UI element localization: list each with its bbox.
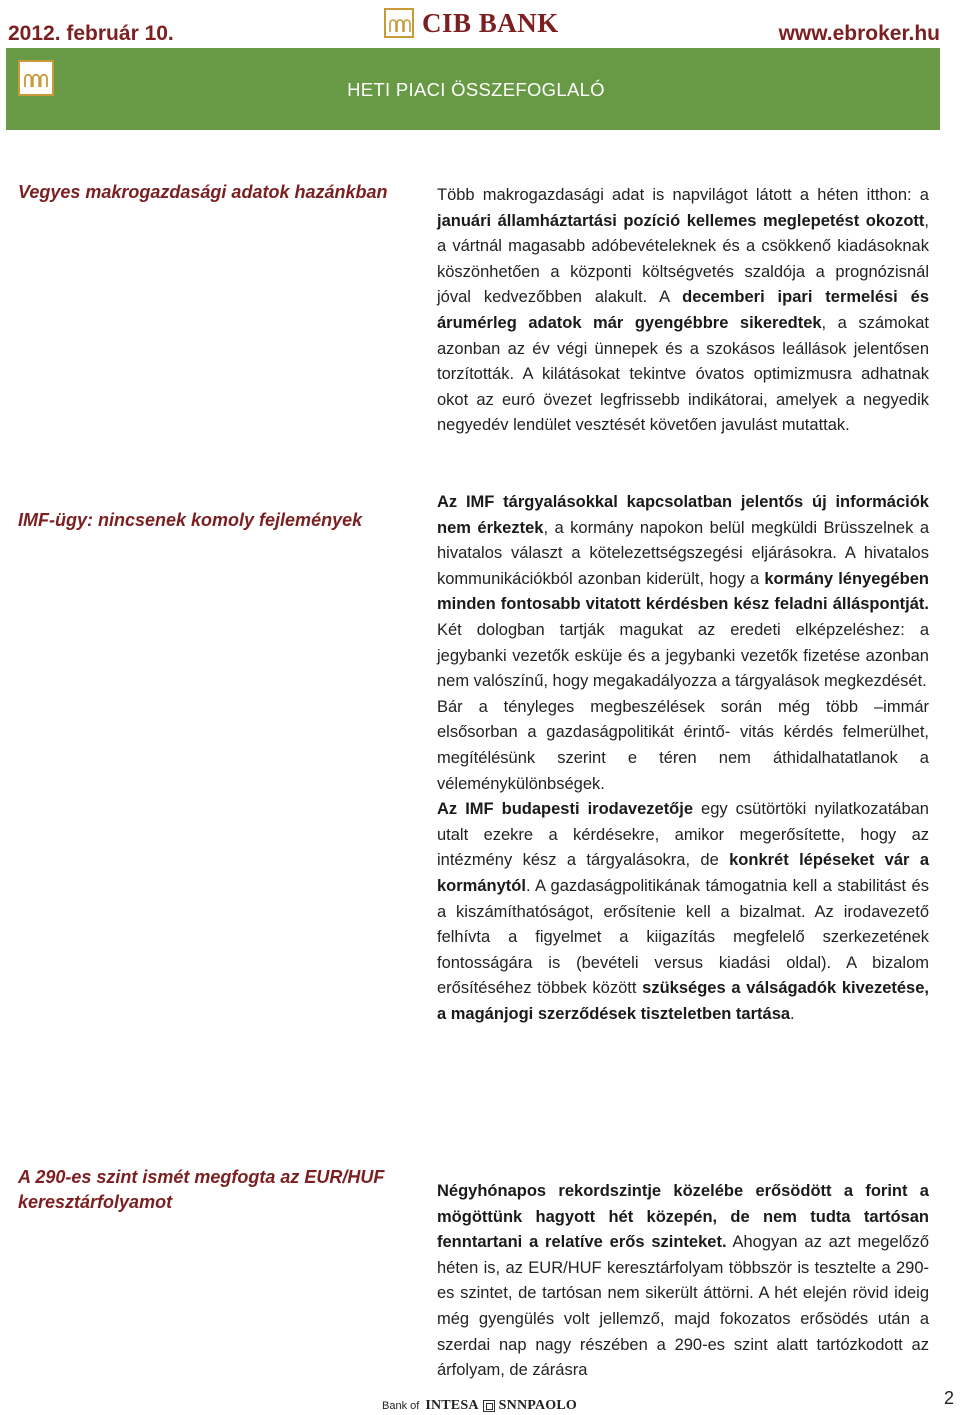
title-band [6, 48, 940, 130]
section-body [437, 183, 929, 439]
page-title: HETI PIACI ÖSSZEFOGLALÓ [347, 79, 605, 100]
bold-text: Négyhónapos rekordszintje közelébe erősödött a forint a mögöttünk hagyott hét közepén, de nem tudta tartósan fenntartani a relatíve erős szinteket. [437, 1182, 929, 1252]
section-heading: Vegyes makrogazdasági adatok hazánkban [18, 182, 388, 202]
text-run: , a vártnál magasabb adóbevételeknek és a csökkenő kiadásoknak köszönhetően a központi költségvetés szaldója a prognózisnál jóval kedvezőbben alakult. A [437, 211, 929, 307]
footer-brand [382, 1397, 577, 1415]
text-run: Több makrogazdasági adat is napvilágot látott a héten itthon: a [437, 186, 929, 204]
bold-text: Az IMF tárgyalásokkal kapcsolatban jelentős új információk nem érkeztek [437, 493, 929, 537]
bold-text: decemberi ipari termelési és árumérleg adatok már gyengébbre sikeredtek [437, 288, 929, 332]
website-url: www.ebroker.hu [778, 22, 940, 45]
text-run: Két dologban tartják magukat az eredeti elképzeléshez: a jegybanki vezetők esküje és a jegybanki vezetők fizetése azonban nem valószínű, hogy megakadályozza a tárgyalások megkezdését. [437, 620, 929, 691]
paragraph [437, 695, 929, 797]
cib-logo [384, 6, 559, 40]
bold-text: konkrét lépéseket vár a kormánytól [437, 851, 929, 895]
footer-sanpaolo: SNNPAOLO [498, 1398, 578, 1413]
bold-text: januári államháztartási pozíció kellemes meglepetést okozott [437, 211, 925, 230]
section-heading: IMF-ügy: nincsenek komoly fejlemények [18, 510, 363, 530]
paragraph [437, 797, 929, 1027]
page-number: 2 [943, 1388, 954, 1408]
top-header [0, 0, 960, 48]
paragraph [437, 490, 929, 695]
intesa-square-icon [483, 1400, 495, 1412]
text-run: , a számokat azonban az év végi ünnepek és a szokásos leállások jelentősen torzították. A kilátásokat tekintve óvatos optimizmusra adhatnak okot az euró övezet legfrissebb indikátorai, amelyek a negyedik negyedév lendület vesztését követően javulást mutattak. [437, 313, 929, 435]
cib-arches-icon [384, 8, 414, 38]
bold-text: szükséges a válságadók kivezetése, a magánjogi szerződések tiszteletben tartása [437, 979, 929, 1023]
paragraph [437, 1179, 929, 1384]
text-run: . A gazdaságpolitikának támogatnia kell a stabilitást és a kiszámíthatóságot, erősítenie kell a bizalmat. Az irodavezető felhívta a figyelmet a kiigazítás megfelelő szerkezetének fontosságára is (bevételi versus kiadási oldal). A bizalom erősítéséhez többek között [437, 876, 929, 998]
text-run: egy csütörtöki nyilatkozatában utalt ezekre a kérdésekre, amikor megerősítette, hogy az intézmény kész a tárgyalásokra, de [437, 800, 929, 870]
paragraph [437, 183, 929, 439]
text-run: Ahogyan az azt megelőző héten is, az EUR/HUF keresztárfolyam többször is tesztelte a 290-es szintet, de tartósan nem sikerült áttörni. A hét elején rövid ideig még gyengülés volt jellemző, majd fokozatos erősödés után a szerdai nap nagy részében a 290-es szint alatt tartózkodott az árfolyam, de zárásra [437, 1233, 929, 1380]
bold-text: Az IMF budapesti irodavezetője [437, 800, 694, 819]
footer-intesa: INTESA [425, 1398, 479, 1413]
report-date: 2012. február 10. [8, 22, 174, 45]
text-run: . [790, 1004, 795, 1023]
logo-text: CIB BANK [422, 7, 559, 38]
section-heading: A 290-es szint ismét megfogta az EUR/HUF keresztárfolyamot [18, 1167, 385, 1212]
text-run: , a kormány napokon belül megküldi Brüsszelnek a hivatalos választ a kötelezettségszegési eljárásokra. A hivatalos kommunikációkból azonban kiderült, hogy a [437, 518, 930, 588]
footer-bank-of: Bank of [382, 1400, 420, 1412]
text-run: Bár a tényleges megbeszélések során még több –immár elsősorban a gazdaságpolitikát érintő- vitás kérdés felmerülhet, megítélésünk szerint e téren nem áthidalhatatlanok a véleménykülönbségek. [437, 697, 929, 793]
bold-text: kormány lényegében minden fontosabb vitatott kérdésben kész feladni álláspontját. [437, 569, 930, 614]
section-body [437, 490, 929, 1027]
section-body [437, 1179, 929, 1384]
